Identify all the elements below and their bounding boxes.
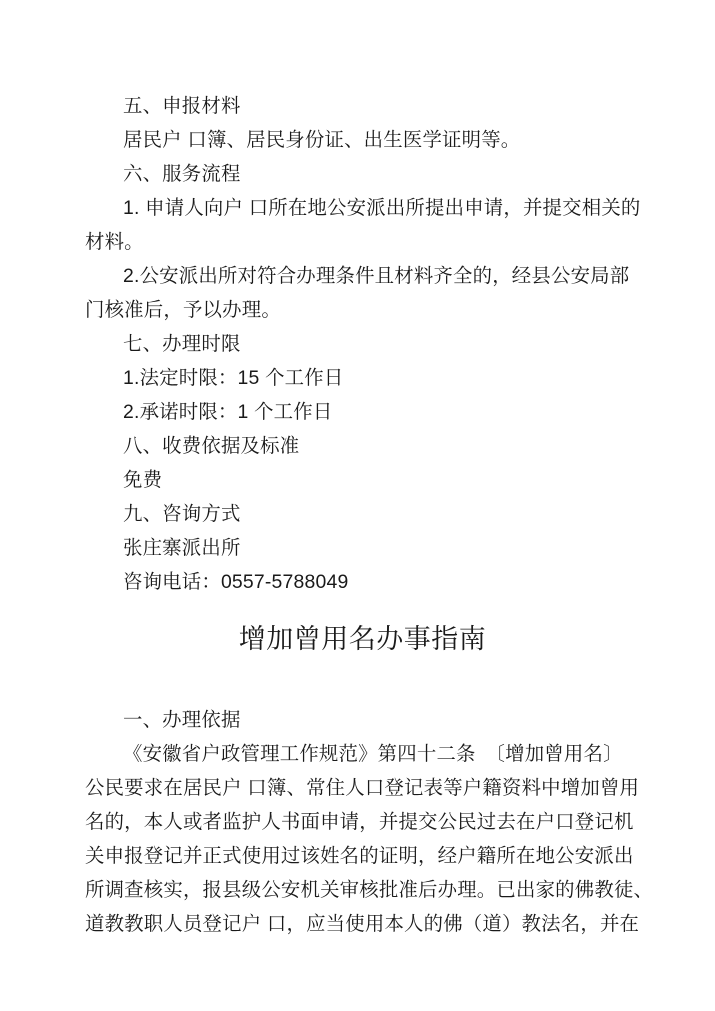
process-step-1-line-2: 材料。 bbox=[85, 231, 144, 253]
heading-handling-basis: 一、办理依据 bbox=[123, 709, 241, 731]
basis-paragraph-line-2: 公民要求在居民户 口簿、常住人口登记表等户籍资料中增加曾用 bbox=[85, 777, 640, 799]
heading-consultation-method: 九、咨询方式 bbox=[123, 503, 241, 525]
heading-time-limit: 七、办理时限 bbox=[123, 333, 241, 355]
promised-time-limit-line: 2.承诺时限：1 个工作日 bbox=[123, 401, 333, 423]
police-station-name-line: 张庄寨派出所 bbox=[123, 537, 241, 559]
section-title: 增加曾用名办事指南 bbox=[238, 624, 487, 654]
process-step-1-line-1: 1. 申请人向户 口所在地公安派出所提出申请，并提交相关的 bbox=[123, 197, 641, 219]
process-step-2-line-2: 门核准后，予以办理。 bbox=[85, 299, 281, 321]
process-step-2-line-1: 2.公安派出所对符合办理条件且材料齐全的，经县公安局部 bbox=[123, 265, 630, 287]
fee-free-line: 免费 bbox=[123, 469, 163, 491]
basis-paragraph-line-1: 《安徽省户政管理工作规范》第四十二条 〔增加曾用名〕 bbox=[123, 743, 623, 765]
materials-list-line: 居民户 口簿、居民身份证、出生医学证明等。 bbox=[123, 129, 521, 151]
basis-paragraph-line-3: 名的，本人或者监护人书面申请，并提交公民过去在户口登记机 bbox=[85, 811, 634, 833]
basis-paragraph-line-6: 道教教职人员登记户 口，应当使用本人的佛（道）教法名，并在 bbox=[85, 913, 640, 935]
heading-service-process: 六、服务流程 bbox=[123, 163, 241, 185]
heading-fee-basis: 八、收费依据及标准 bbox=[123, 435, 300, 457]
heading-application-materials: 五、申报材料 bbox=[123, 95, 241, 117]
statutory-time-limit-line: 1.法定时限：15 个工作日 bbox=[123, 367, 344, 389]
basis-paragraph-line-4: 关申报登记并正式使用过该姓名的证明，经户籍所在地公安派出 bbox=[85, 845, 634, 867]
basis-paragraph-line-5: 所调查核实，报县级公安机关审核批准后办理。已出家的佛教徒、 bbox=[85, 879, 654, 901]
consultation-phone-line: 咨询电话：0557-5788049 bbox=[123, 571, 349, 593]
